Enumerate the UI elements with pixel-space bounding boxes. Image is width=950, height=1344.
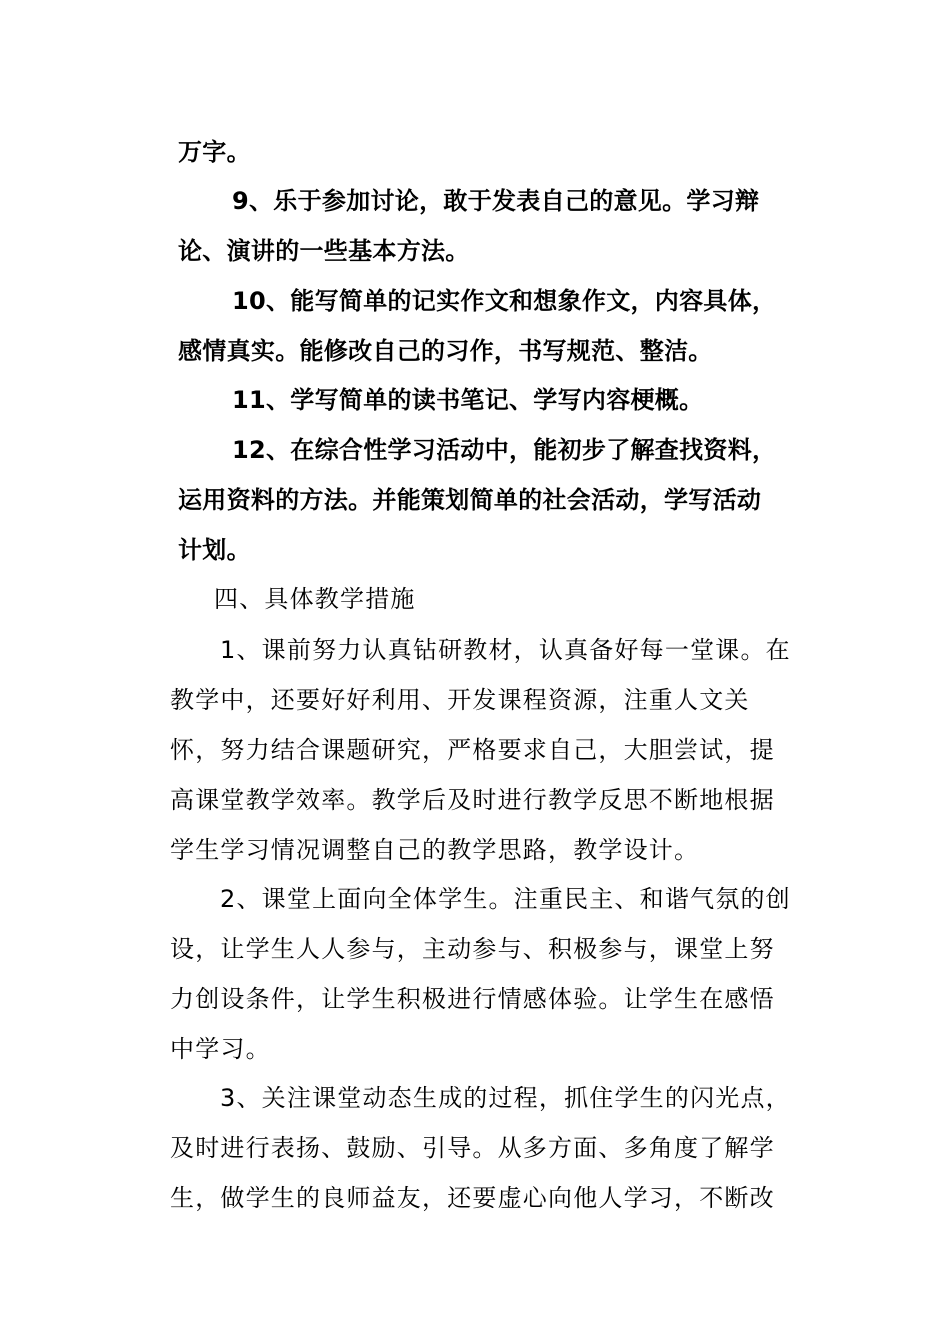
list-item-10-line: 10、能写简单的记实作文和想象作文，内容具体， [232, 287, 777, 315]
measure-1-line: 教学中，还要好好利用、开发课程资源，注重人文关 [170, 686, 750, 714]
list-item-12-line: 运用资料的方法。并能策划简单的社会活动，学写活动 [178, 486, 762, 514]
list-item-12-line: 计划。 [178, 536, 251, 564]
measure-1-line: 高课堂教学效率。教学后及时进行教学反思不断地根据 [170, 786, 775, 814]
section-heading: 四、具体教学措施 [214, 585, 416, 613]
list-item-11-line: 11、学写简单的读书笔记、学写内容梗概。 [232, 386, 704, 414]
measure-3-line: 3、关注课堂动态生成的过程，抓住学生的闪光点， [220, 1084, 791, 1112]
measure-2-line: 中学习。 [170, 1035, 271, 1063]
text-line: 万字。 [178, 138, 251, 166]
measure-3-line: 生，做学生的良师益友，还要虚心向他人学习，不断改 [170, 1184, 775, 1212]
measure-1-line: 怀，努力结合课题研究，严格要求自己，大胆尝试，提 [170, 736, 775, 764]
list-item-12-line: 12、在综合性学习活动中，能初步了解查找资料， [232, 436, 777, 464]
list-item-9-line: 9、乐于参加讨论，敢于发表自己的意见。学习辩 [232, 187, 760, 215]
list-item-10-line: 感情真实。能修改自己的习作，书写规范、整洁。 [178, 337, 713, 365]
list-item-9-line: 论、演讲的一些基本方法。 [178, 237, 470, 265]
measure-1-line: 1、课前努力认真钻研教材，认真备好每一堂课。在 [220, 636, 791, 664]
measure-1-line: 学生学习情况调整自己的教学思路，教学设计。 [170, 836, 700, 864]
measure-2-line: 设，让学生人人参与，主动参与、积极参与，课堂上努 [170, 935, 775, 963]
measure-3-line: 及时进行表扬、鼓励、引导。从多方面、多角度了解学 [170, 1134, 775, 1162]
measure-2-line: 2、课堂上面向全体学生。注重民主、和谐气氛的创 [220, 885, 791, 913]
measure-2-line: 力创设条件，让学生积极进行情感体验。让学生在感悟 [170, 985, 775, 1013]
